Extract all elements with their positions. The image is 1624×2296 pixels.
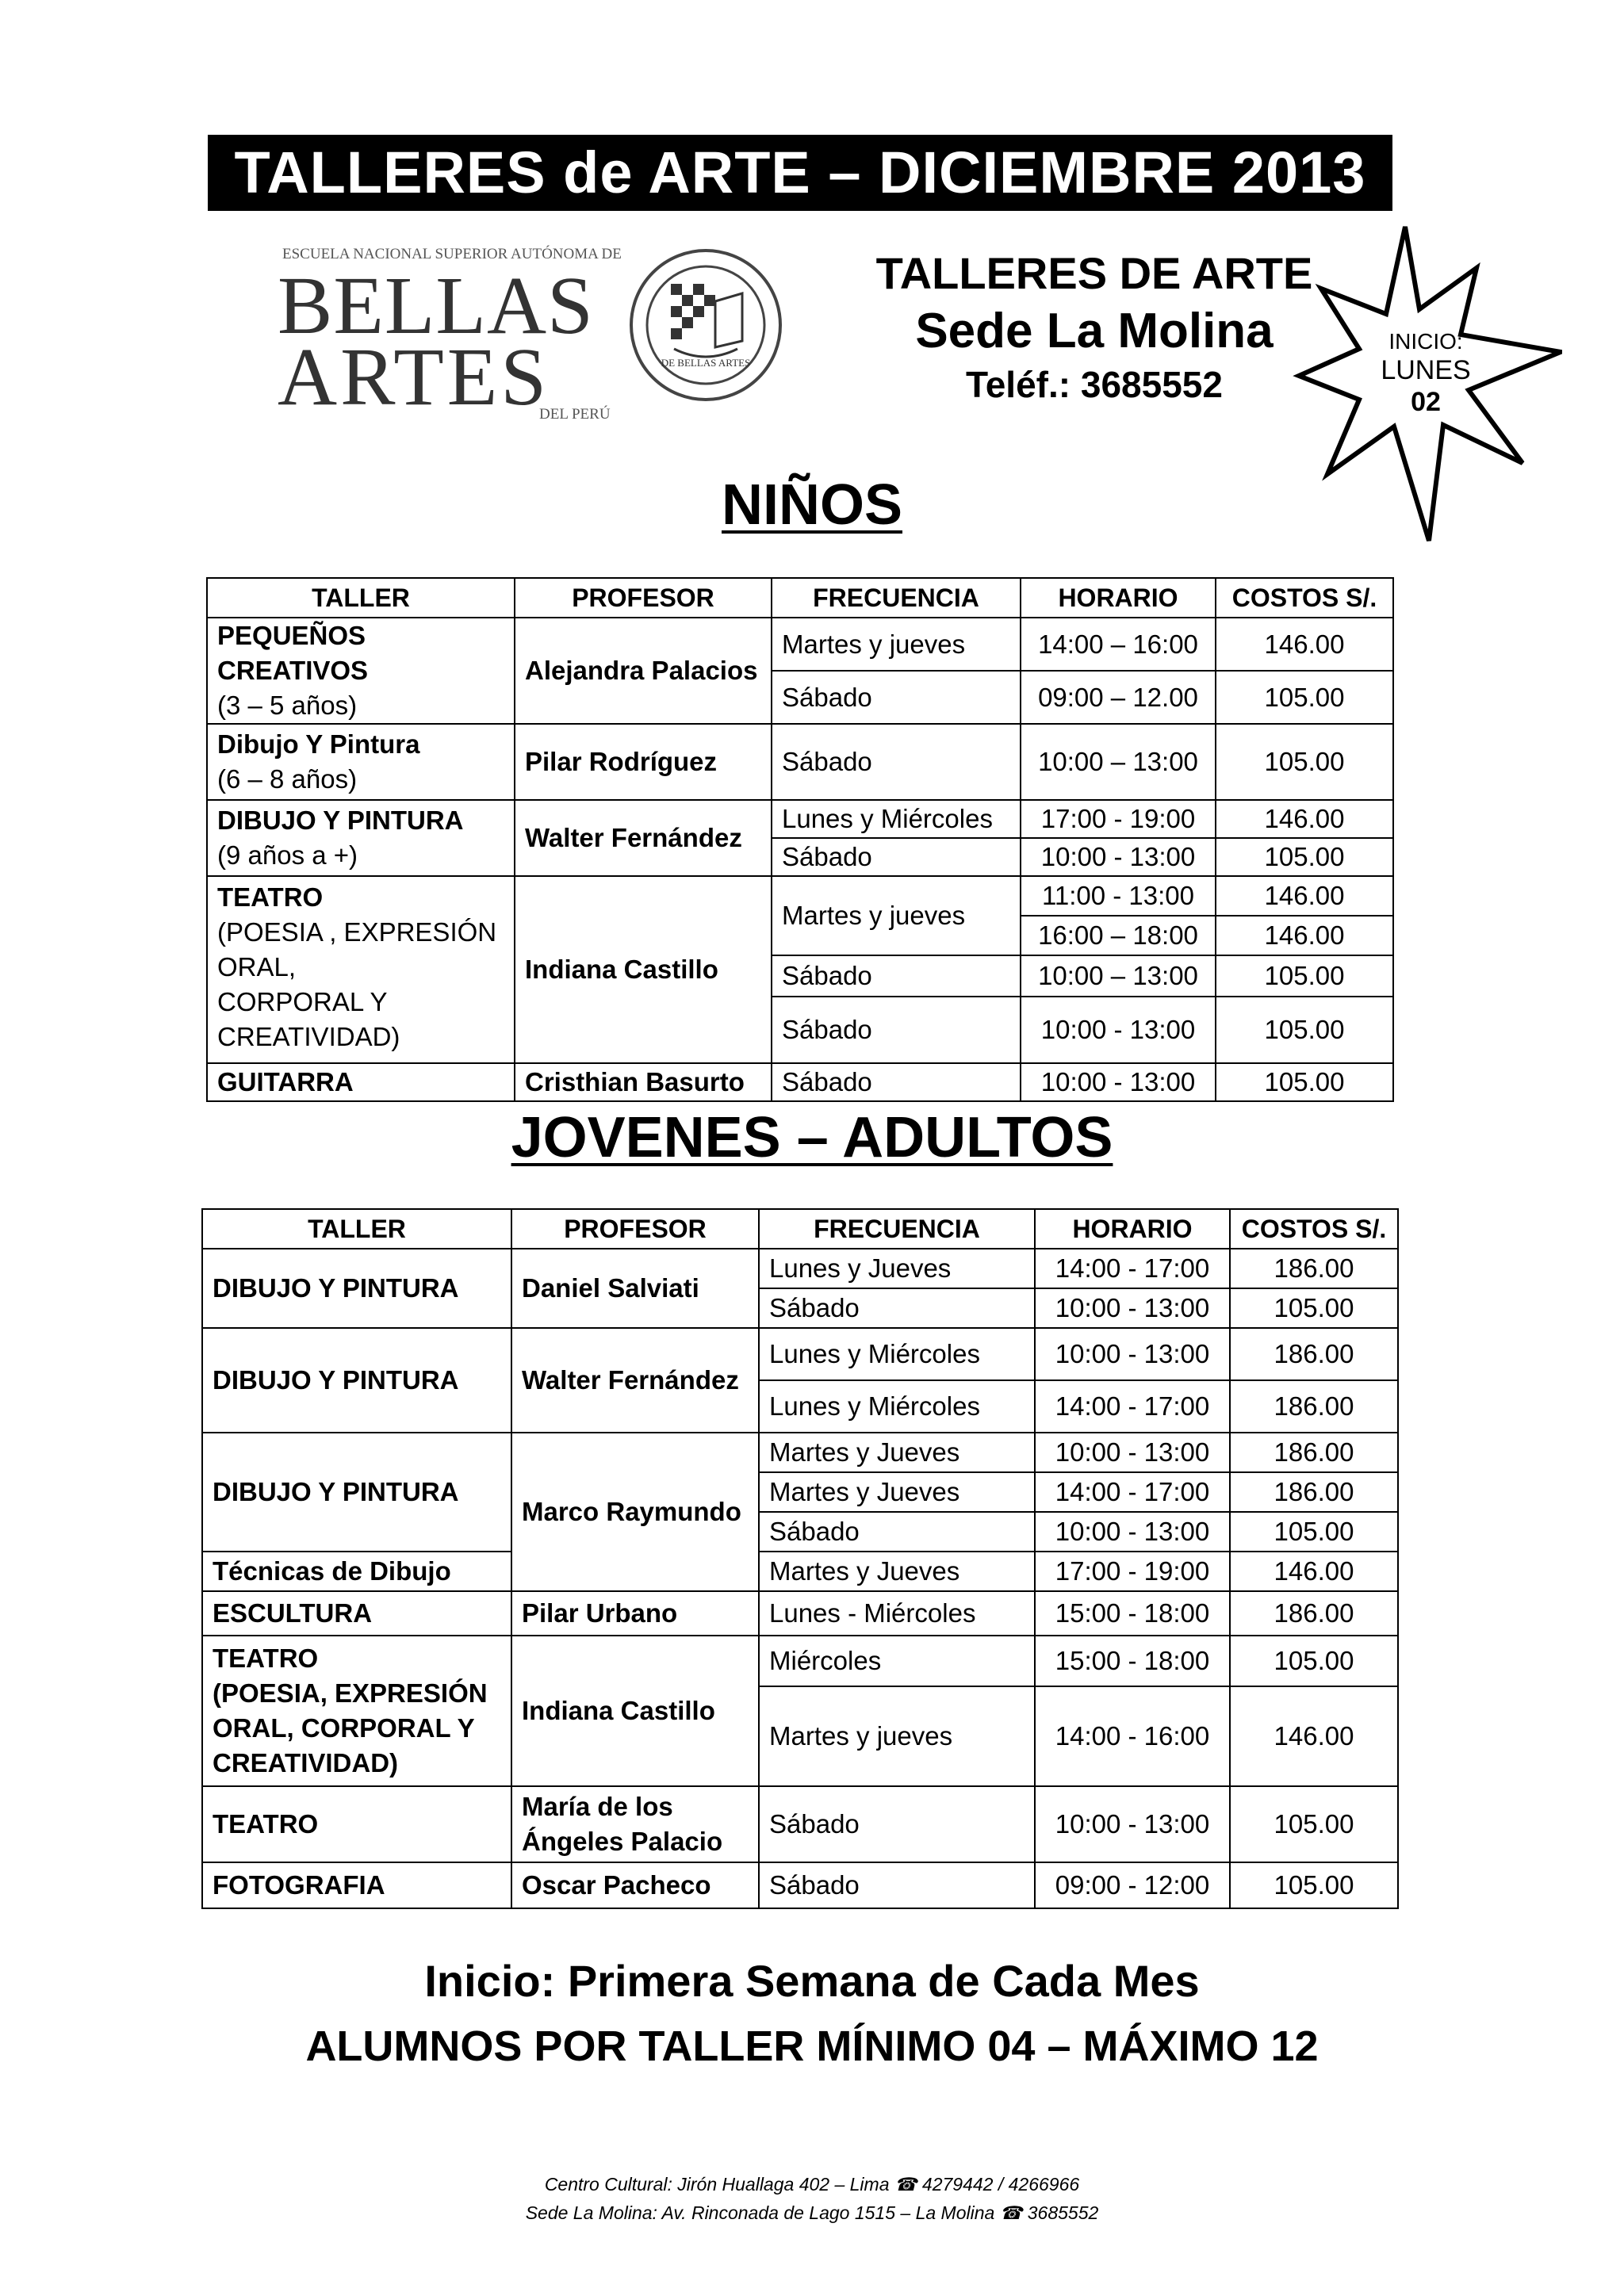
costo-cell: 105.00	[1230, 1288, 1398, 1328]
frecuencia-cell: Sábado	[772, 838, 1021, 876]
horario-cell: 17:00 - 19:00	[1021, 800, 1216, 838]
horario-cell: 10:00 – 13:00	[1021, 724, 1216, 800]
costo-cell: 146.00	[1216, 916, 1393, 955]
horario-cell: 14:00 - 17:00	[1035, 1249, 1230, 1288]
inicio-line	[0, 1955, 1624, 2007]
alumnos-line: ALUMNOS POR TALLER MÍNIMO 04 – MÁXIMO 12	[305, 2022, 1319, 2070]
profesor-cell: Alejandra Palacios	[515, 618, 772, 724]
profesor-cell: Marco Raymundo	[511, 1433, 759, 1591]
logo-line2: ARTES	[278, 331, 550, 423]
table-row	[207, 800, 1393, 838]
bellas-artes-logo	[278, 238, 793, 428]
section-title-adultos: JOVENES – ADULTOS	[511, 1106, 1113, 1169]
table-row	[207, 1063, 1393, 1101]
col-header-costos: COSTOS S/.	[1216, 578, 1393, 618]
profesor-cell: María de los Ángeles Palacio	[511, 1786, 759, 1862]
taller-cell: DIBUJO Y PINTURA (9 años a +)	[207, 800, 515, 876]
frecuencia-cell: Sábado	[772, 724, 1021, 800]
col-header-profesor: PROFESOR	[515, 578, 772, 618]
costo-cell: 146.00	[1216, 800, 1393, 838]
frecuencia-cell: Sábado	[759, 1512, 1035, 1552]
table-row	[202, 1636, 1398, 1686]
table-row	[202, 1433, 1398, 1472]
taller-cell: PEQUEÑOS CREATIVOS (3 – 5 años)	[207, 618, 515, 724]
starburst-line1: INICIO:	[1388, 329, 1463, 354]
horario-cell: 17:00 - 19:00	[1035, 1552, 1230, 1591]
costo-cell: 186.00	[1230, 1328, 1398, 1380]
horario-cell: 14:00 - 17:00	[1035, 1472, 1230, 1512]
horario-cell: 09:00 - 12:00	[1035, 1862, 1230, 1908]
costo-cell: 105.00	[1230, 1636, 1398, 1686]
frecuencia-cell: Martes y Jueves	[759, 1433, 1035, 1472]
horario-cell: 10:00 - 13:00	[1035, 1288, 1230, 1328]
frecuencia-cell: Lunes y Miércoles	[759, 1380, 1035, 1433]
frecuencia-cell: Martes y jueves	[759, 1686, 1035, 1786]
costo-cell: 105.00	[1216, 671, 1393, 724]
address-sede-la-molina: Sede La Molina: Av. Rinconada de Lago 1515 – La Molina ☎ 3685552	[525, 2202, 1099, 2223]
table-row	[202, 1591, 1398, 1636]
frecuencia-cell: Martes y Jueves	[759, 1552, 1035, 1591]
taller-cell: DIBUJO Y PINTURA	[202, 1249, 511, 1328]
col-header-horario: HORARIO	[1021, 578, 1216, 618]
frecuencia-cell: Sábado	[772, 997, 1021, 1063]
horario-cell: 15:00 - 18:00	[1035, 1636, 1230, 1686]
costo-cell: 105.00	[1216, 1063, 1393, 1101]
address-centro-cultural: Centro Cultural: Jirón Huallaga 402 – Lima ☎ 4279442 / 4266966	[544, 2174, 1080, 2195]
phone-number: Teléf.: 3685552	[966, 364, 1223, 405]
costo-cell: 186.00	[1230, 1591, 1398, 1636]
costo-cell: 105.00	[1216, 724, 1393, 800]
taller-cell: TEATRO	[202, 1786, 511, 1862]
frecuencia-cell: Sábado	[772, 671, 1021, 724]
horario-cell: 10:00 - 13:00	[1035, 1433, 1230, 1472]
costo-cell: 105.00	[1230, 1862, 1398, 1908]
taller-cell: FOTOGRAFIA	[202, 1862, 511, 1908]
taller-cell: ESCULTURA	[202, 1591, 511, 1636]
profesor-cell: Cristhian Basurto	[515, 1063, 772, 1101]
costo-cell: 105.00	[1230, 1786, 1398, 1862]
taller-cell: Dibujo Y Pintura (6 – 8 años)	[207, 724, 515, 800]
col-header-taller: TALLER	[202, 1209, 511, 1249]
sede-title: Sede La Molina	[915, 304, 1274, 358]
costo-cell: 105.00	[1216, 838, 1393, 876]
table-row	[202, 1552, 1398, 1591]
table-row	[202, 1862, 1398, 1908]
taller-cell: DIBUJO Y PINTURA	[202, 1328, 511, 1433]
seal-text: DE BELLAS ARTES	[661, 357, 751, 369]
adultos-table	[201, 1208, 1399, 1909]
section-title-ninos: NIÑOS	[721, 473, 903, 537]
taller-cell: TEATRO (POESIA, EXPRESIÓN ORAL, CORPORAL Y CREATIVIDAD)	[202, 1636, 511, 1786]
horario-cell: 14:00 - 16:00	[1035, 1686, 1230, 1786]
frecuencia-cell: Sábado	[759, 1786, 1035, 1862]
frecuencia-cell: Miércoles	[759, 1636, 1035, 1686]
col-header-horario: HORARIO	[1035, 1209, 1230, 1249]
profesor-cell: Pilar Urbano	[511, 1591, 759, 1636]
taller-cell: GUITARRA	[207, 1063, 515, 1101]
costo-cell: 105.00	[1216, 955, 1393, 997]
frecuencia-cell: Lunes y Miércoles	[759, 1328, 1035, 1380]
taller-cell: DIBUJO Y PINTURA	[202, 1433, 511, 1552]
horario-cell: 10:00 - 13:00	[1021, 838, 1216, 876]
horario-cell: 15:00 - 18:00	[1035, 1591, 1230, 1636]
frecuencia-cell: Lunes y Miércoles	[772, 800, 1021, 838]
table-row	[207, 724, 1393, 800]
table-header-row	[202, 1209, 1398, 1249]
taller-cell: TEATRO (POESIA , EXPRESIÓN ORAL, CORPORAL Y CREATIVIDAD)	[207, 876, 515, 1063]
frecuencia-cell: Martes y jueves	[772, 876, 1021, 955]
costo-cell: 105.00	[1216, 997, 1393, 1063]
table-row	[202, 1786, 1398, 1862]
subtitle: TALLERES DE ARTE	[875, 248, 1313, 298]
profesor-cell: Pilar Rodríguez	[515, 724, 772, 800]
starburst-line2: LUNES	[1381, 355, 1471, 385]
col-header-taller: TALLER	[207, 578, 515, 618]
horario-cell: 10:00 - 13:00	[1021, 997, 1216, 1063]
costo-cell: 146.00	[1230, 1552, 1398, 1591]
logo-line1: BELLAS	[278, 260, 594, 351]
inicio-text: Primera Semana de Cada Mes	[567, 1956, 1200, 2006]
horario-cell: 10:00 - 13:00	[1035, 1786, 1230, 1862]
frecuencia-cell: Sábado	[759, 1862, 1035, 1908]
inicio-label: Inicio:	[424, 1956, 556, 2006]
frecuencia-cell: Sábado	[759, 1288, 1035, 1328]
costo-cell: 186.00	[1230, 1433, 1398, 1472]
profesor-cell: Indiana Castillo	[511, 1636, 759, 1786]
costo-cell: 146.00	[1230, 1686, 1398, 1786]
frecuencia-cell: Martes y jueves	[772, 618, 1021, 671]
profesor-cell: Oscar Pacheco	[511, 1862, 759, 1908]
horario-cell: 10:00 – 13:00	[1021, 955, 1216, 997]
profesor-cell: Walter Fernández	[511, 1328, 759, 1433]
costo-cell: 146.00	[1216, 876, 1393, 916]
table-row	[207, 876, 1393, 916]
profesor-cell: Indiana Castillo	[515, 876, 772, 1063]
frecuencia-cell: Sábado	[772, 955, 1021, 997]
horario-cell: 16:00 – 18:00	[1021, 916, 1216, 955]
costo-cell: 105.00	[1230, 1512, 1398, 1552]
horario-cell: 09:00 – 12.00	[1021, 671, 1216, 724]
horario-cell: 10:00 - 13:00	[1035, 1512, 1230, 1552]
col-header-costos: COSTOS S/.	[1230, 1209, 1398, 1249]
seal-icon	[626, 246, 785, 404]
col-header-profesor: PROFESOR	[511, 1209, 759, 1249]
horario-cell: 14:00 - 17:00	[1035, 1380, 1230, 1433]
profesor-cell: Walter Fernández	[515, 800, 772, 876]
table-row	[207, 618, 1393, 671]
logo-bottom-text: DEL PERÚ	[539, 406, 611, 423]
horario-cell: 10:00 - 13:00	[1035, 1328, 1230, 1380]
col-header-frecuencia: FRECUENCIA	[772, 578, 1021, 618]
ninos-table	[206, 577, 1394, 1102]
profesor-cell: Daniel Salviati	[511, 1249, 759, 1328]
table-row	[202, 1328, 1398, 1380]
costo-cell: 186.00	[1230, 1249, 1398, 1288]
frecuencia-cell: Lunes - Miércoles	[759, 1591, 1035, 1636]
taller-cell: Técnicas de Dibujo	[202, 1552, 511, 1591]
costo-cell: 186.00	[1230, 1472, 1398, 1512]
costo-cell: 146.00	[1216, 618, 1393, 671]
logo-top-text: ESCUELA NACIONAL SUPERIOR AUTÓNOMA DE	[282, 246, 622, 262]
frecuencia-cell: Sábado	[772, 1063, 1021, 1101]
frecuencia-cell: Martes y Jueves	[759, 1472, 1035, 1512]
costo-cell: 186.00	[1230, 1380, 1398, 1433]
horario-cell: 11:00 - 13:00	[1021, 876, 1216, 916]
starburst-line3: 02	[1411, 387, 1441, 417]
horario-cell: 14:00 – 16:00	[1021, 618, 1216, 671]
col-header-frecuencia: FRECUENCIA	[759, 1209, 1035, 1249]
page-title: TALLERES de ARTE – DICIEMBRE 2013	[208, 135, 1392, 211]
horario-cell: 10:00 - 13:00	[1021, 1063, 1216, 1101]
table-row	[202, 1249, 1398, 1288]
table-header-row	[207, 578, 1393, 618]
frecuencia-cell: Lunes y Jueves	[759, 1249, 1035, 1288]
